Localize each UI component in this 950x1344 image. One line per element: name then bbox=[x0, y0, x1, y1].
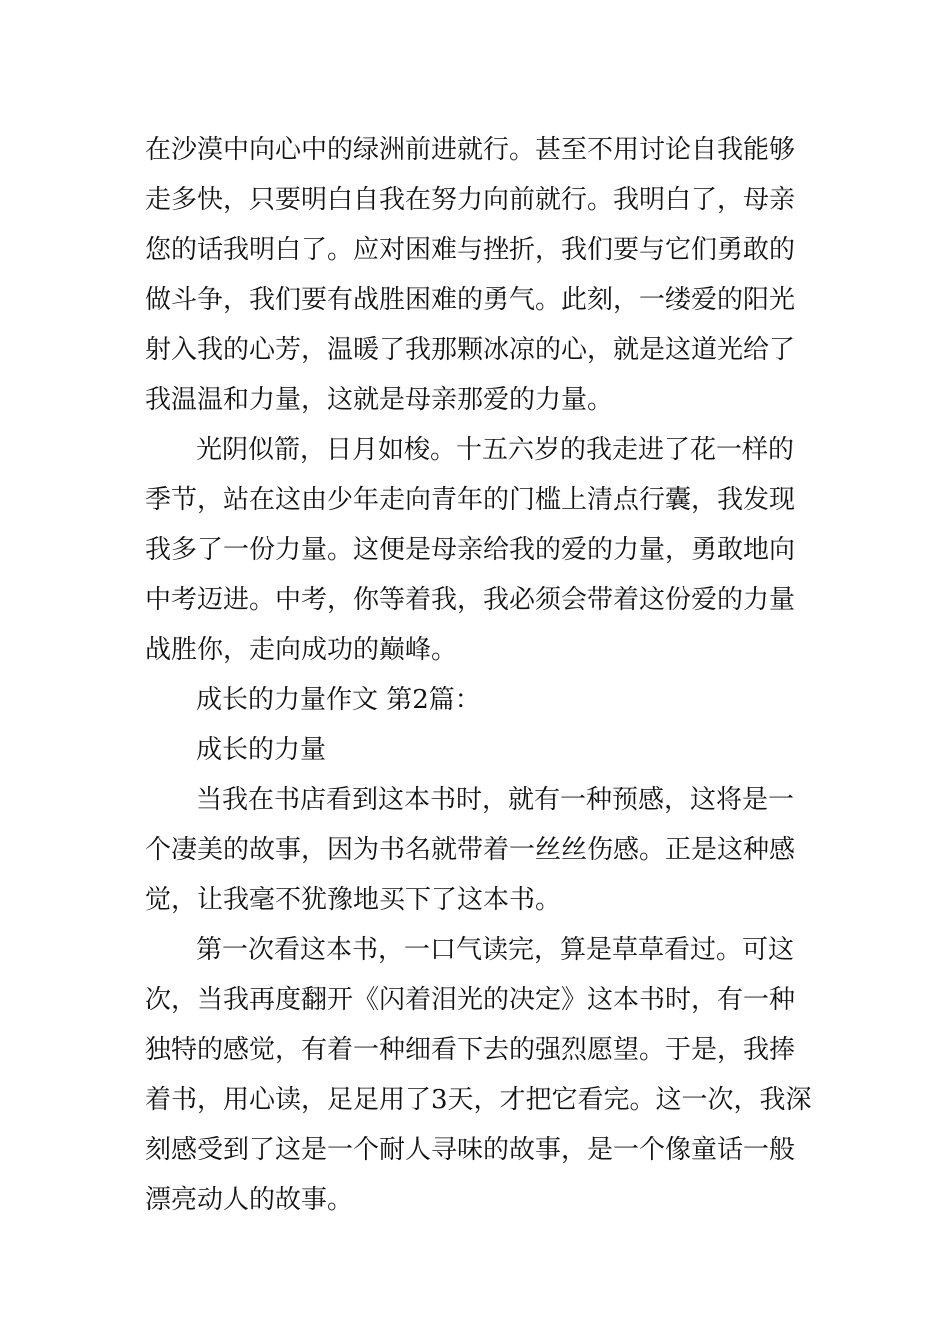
text-line: 我温温和力量，这就是母亲那爱的力量。 bbox=[145, 385, 614, 415]
text-line: 射入我的心芳，温暖了我那颗冰凉的心，就是这道光给了 bbox=[145, 335, 796, 365]
text-line: 次，当我再度翻开《闪着泪光的决定》这本书时，有一种 bbox=[145, 985, 796, 1015]
text-line: 我多了一份力量。这便是母亲给我的爱的力量，勇敢地向 bbox=[145, 535, 796, 565]
text-line: 在沙漠中向心中的绿洲前进就行。甚至不用讨论自我能够 bbox=[145, 135, 796, 165]
text-line: 做斗争，我们要有战胜困难的勇气。此刻，一缕爱的阳光 bbox=[145, 285, 796, 315]
text-line: 刻感受到了这是一个耐人寻味的故事，是一个像童话一般 bbox=[145, 1135, 796, 1165]
section-heading: 成长的力量作文 第2篇： bbox=[196, 685, 481, 715]
text-line: 觉，让我毫不犹豫地买下了这本书。 bbox=[145, 885, 562, 915]
text-line: 着书，用心读，足足用了3天，才把它看完。这一次，我深 bbox=[145, 1085, 812, 1115]
text-line: 中考迈进。中考，你等着我，我必须会带着这份爱的力量 bbox=[145, 585, 796, 615]
text-line: 您的话我明白了。应对困难与挫折，我们要与它们勇敢的 bbox=[145, 235, 796, 265]
text-line: 漂亮动人的故事。 bbox=[145, 1185, 354, 1215]
text-line: 独特的感觉，有着一种细看下去的强烈愿望。于是，我捧 bbox=[145, 1035, 796, 1065]
text-line: 战胜你，走向成功的巅峰。 bbox=[145, 635, 458, 665]
text-line: 走多快，只要明白自我在努力向前就行。我明白了，母亲 bbox=[145, 185, 796, 215]
paragraph-start-line: 当我在书店看到这本书时，就有一种预感，这将是一 bbox=[196, 785, 795, 815]
paragraph-start-line: 光阴似箭，日月如梭。十五六岁的我走进了花一样的 bbox=[196, 435, 795, 465]
text-line: 季节，站在这由少年走向青年的门槛上清点行囊，我发现 bbox=[145, 485, 796, 515]
essay-title: 成长的力量 bbox=[196, 735, 327, 765]
paragraph-start-line: 第一次看这本书，一口气读完，算是草草看过。可这 bbox=[196, 935, 795, 965]
text-line: 个凄美的故事，因为书名就带着一丝丝伤感。正是这种感 bbox=[145, 835, 796, 865]
